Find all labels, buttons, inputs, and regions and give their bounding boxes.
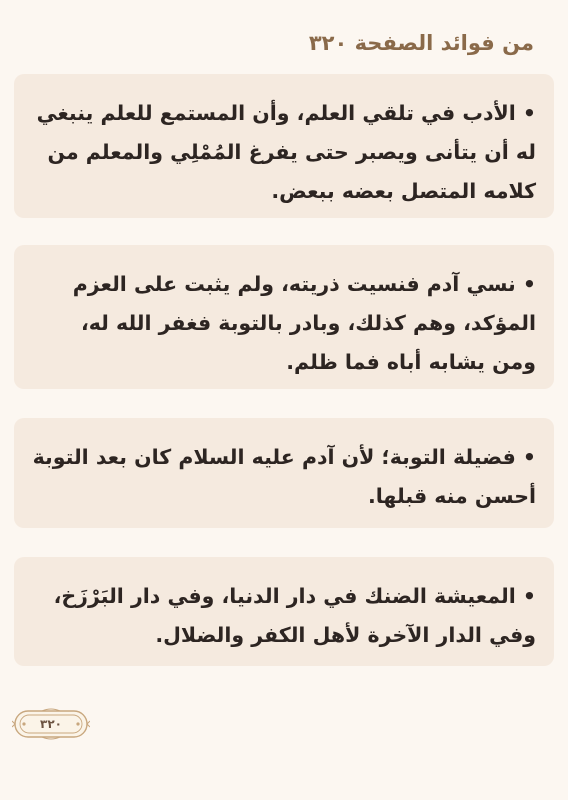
benefit-card xyxy=(14,74,554,218)
benefit-text: • المعيشة الضنك في دار الدنيا، وفي دار البَرْزَخ، وفي الدار الآخرة لأهل الكفر والضلال. xyxy=(53,584,536,647)
benefit-card xyxy=(14,557,554,666)
benefit-card xyxy=(14,245,554,389)
benefit-card xyxy=(14,418,554,528)
benefit-text: • الأدب في تلقي العلم، وأن المستمع للعلم ينبغي له أن يتأنى ويصبر حتى يفرغ المُمْلِي والمعلم من كلامه المتصل بعضه ببعض. xyxy=(36,101,536,203)
benefit-text: • فضيلة التوبة؛ لأن آدم عليه السلام كان بعد التوبة أحسن منه قبلها. xyxy=(32,445,536,508)
page-number: ٣٢٠ xyxy=(40,717,62,731)
page-number-badge xyxy=(12,706,90,742)
benefit-text: • نسي آدم فنسيت ذريته، ولم يثبت على العزم المؤكد، وهم كذلك، وبادر بالتوبة فغفر الله له، ومن يشابه أباه فما ظلم. xyxy=(72,272,536,374)
page-title: من فوائد الصفحة ٣٢٠ xyxy=(308,31,534,55)
